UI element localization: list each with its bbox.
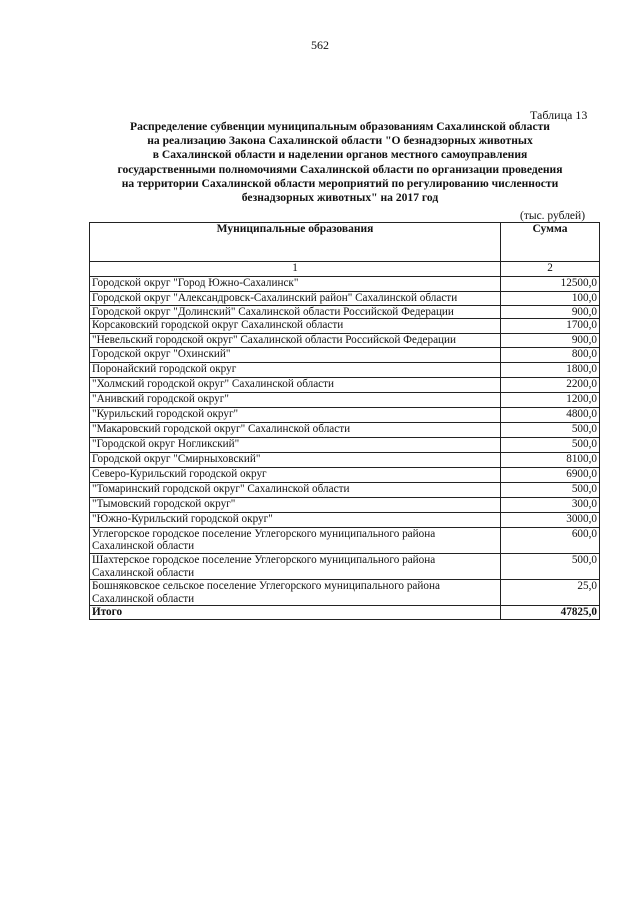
amount: 100,0	[501, 292, 600, 306]
title-line: в Сахалинской области и наделении органов местного самоуправления	[152, 148, 528, 162]
amount: 3000,0	[501, 512, 600, 527]
municipality-name: Углегорское городское поселение Углегорского муниципального района Сахалинской области	[90, 527, 501, 553]
amount: 8100,0	[501, 452, 600, 467]
header-sum: Сумма	[501, 223, 600, 262]
municipality-name: "Анивский городской округ"	[90, 392, 501, 407]
column-number: 1	[90, 262, 501, 277]
municipality-name: Городской округ "Смирныховский"	[90, 452, 501, 467]
table-row	[90, 580, 600, 606]
municipality-name: Северо-Курильский городской округ	[90, 467, 501, 482]
table-row	[90, 497, 600, 512]
municipality-name: "Курильский городской округ"	[90, 407, 501, 422]
amount: 900,0	[501, 305, 600, 319]
amount: 6900,0	[501, 467, 600, 482]
table-row	[90, 467, 600, 482]
total-amount: 47825,0	[501, 606, 600, 620]
title-line: на реализацию Закона Сахалинской области "О безнадзорных животных	[147, 134, 533, 148]
amount: 500,0	[501, 422, 600, 437]
table-row	[90, 407, 600, 422]
municipality-name: "Томаринский городской округ" Сахалинской области	[90, 482, 501, 497]
amount: 12500,0	[501, 277, 600, 292]
amount: 900,0	[501, 334, 600, 348]
column-number: 2	[501, 262, 600, 277]
municipality-name: "Холмский городской округ" Сахалинской области	[90, 377, 501, 392]
table-row	[90, 277, 600, 292]
municipality-name: "Южно-Курильский городской округ"	[90, 512, 501, 527]
table-row	[90, 305, 600, 319]
table-row	[90, 512, 600, 527]
amount: 1700,0	[501, 319, 600, 334]
amount: 2200,0	[501, 377, 600, 392]
amount: 25,0	[501, 580, 600, 606]
table-row	[90, 334, 600, 348]
amount: 500,0	[501, 437, 600, 452]
subvention-table	[89, 222, 600, 620]
municipality-name: Шахтерское городское поселение Углегорского муниципального района Сахалинской области	[90, 553, 501, 579]
table-row	[90, 392, 600, 407]
municipality-name: Бошняковское сельское поселение Углегорского муниципального района Сахалинской области	[90, 580, 501, 606]
municipality-name: Городской округ "Александровск-Сахалинский район" Сахалинской области	[90, 292, 501, 306]
header-municipalities: Муниципальные образования	[90, 223, 501, 262]
table-row	[90, 452, 600, 467]
title-line: безнадзорных животных" на 2017 год	[241, 191, 439, 205]
table-row	[90, 377, 600, 392]
amount: 1800,0	[501, 362, 600, 377]
table-row	[90, 553, 600, 579]
amount: 600,0	[501, 527, 600, 553]
municipality-name: Городской округ "Долинский" Сахалинской области Российской Федерации	[90, 305, 501, 319]
total-label: Итого	[90, 606, 501, 620]
table-label: Таблица 13	[530, 108, 588, 122]
table-row	[90, 437, 600, 452]
units-label: (тыс. рублей)	[520, 210, 586, 222]
amount: 1200,0	[501, 392, 600, 407]
title-line: Распределение субвенции муниципальным образованиям Сахалинской области	[129, 120, 550, 133]
title-line: на территории Сахалинской области мероприятий по регулированию численности	[121, 176, 559, 190]
page-number: 562	[311, 38, 329, 52]
municipality-name: Корсаковский городской округ Сахалинской области	[90, 319, 501, 334]
municipality-name: Городской округ "Город Южно-Сахалинск"	[90, 277, 501, 292]
amount: 4800,0	[501, 407, 600, 422]
municipality-name: "Городской округ Ногликский"	[90, 437, 501, 452]
municipality-name: "Тымовский городской округ"	[90, 497, 501, 512]
amount: 300,0	[501, 497, 600, 512]
table-row	[90, 422, 600, 437]
table-row	[90, 482, 600, 497]
table-row	[90, 347, 600, 362]
column-number-row	[90, 262, 600, 277]
amount: 800,0	[501, 347, 600, 362]
municipality-name: "Невельский городской округ" Сахалинской области Российской Федерации	[90, 334, 501, 348]
table-row	[90, 292, 600, 306]
amount: 500,0	[501, 553, 600, 579]
municipality-name: "Макаровский городской округ" Сахалинской области	[90, 422, 501, 437]
total-row	[90, 606, 600, 620]
amount: 500,0	[501, 482, 600, 497]
table-row	[90, 527, 600, 553]
title-line: государственными полномочиями Сахалинской области по организации проведения	[117, 162, 563, 176]
municipality-name: Поронайский городской округ	[90, 362, 501, 377]
table-row	[90, 362, 600, 377]
municipality-name: Городской округ "Охинский"	[90, 347, 501, 362]
document-title	[90, 120, 590, 205]
table-row	[90, 319, 600, 334]
